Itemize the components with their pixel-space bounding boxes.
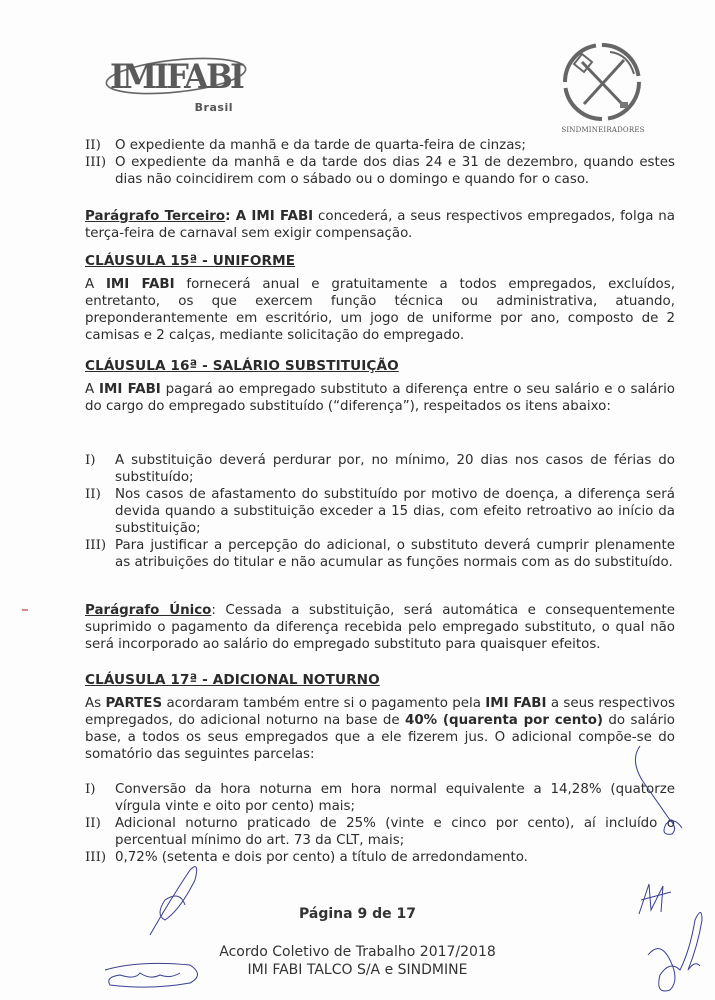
clause-text: a seus respectivos empregados, do adicional noturno na base de	[85, 696, 676, 728]
list-item	[85, 537, 675, 571]
rate-value: 40% (quarenta por cento)	[405, 713, 604, 728]
item-number: II)	[85, 816, 101, 831]
company-name: IMI FABI	[251, 209, 314, 224]
item-text: Nos casos de afastamento do substituído por motivo de doença, a diferença será devida quando a substituição exceder a 15 dias, com efeito retroativo ao início da substituição;	[115, 487, 675, 536]
clause-15-heading: CLÁUSULA 15ª - UNIFORME	[85, 253, 296, 269]
item-number: I)	[85, 453, 96, 468]
list-item	[85, 486, 675, 537]
paragrafo-terceiro	[85, 208, 675, 242]
paragraph-label: Parágrafo Único	[85, 603, 212, 618]
paragraph-text: concederá, a seus respectivos empregados, folga na terça-feira de carnaval sem exigir compensação.	[85, 209, 675, 241]
sindmineiradores-logo	[560, 40, 644, 140]
page-number: Página 9 de 17	[299, 906, 416, 922]
item-text: Para justificar a percepção do adicional, o substituto deverá cumprir plenamente as atribuições do titular e não acumular as funções normais com as do substituído.	[115, 538, 675, 570]
clause-text: As	[85, 696, 106, 711]
clause-text: pagará ao empregado substituto a diferença entre o seu salário e o salário do cargo do empregado substituído (“diferença”), respeitados os itens abaixo:	[85, 382, 675, 414]
clause-16-body	[85, 381, 675, 415]
item-text: Adicional noturno praticado de 25% (vinte e cinco por cento), aí incluído o percentual mínimo do art. 73 da CLT, mais;	[115, 816, 675, 848]
list-item	[85, 781, 675, 815]
clause-text: A	[85, 277, 106, 292]
clause-17-body	[85, 695, 675, 763]
item-number: II)	[85, 138, 101, 153]
signature-left-bottom	[100, 955, 210, 995]
company-name: IMI FABI	[99, 382, 161, 397]
clause-17-heading: CLÁUSULA 17ª - ADICIONAL NOTURNO	[85, 672, 380, 688]
signature-left-top	[140, 860, 220, 940]
paragrafo-unico	[85, 602, 675, 653]
item-number: III)	[85, 155, 107, 170]
company-name: IMI FABI	[485, 696, 547, 711]
logo-subtitle: Brasil	[194, 101, 233, 114]
clause-16-heading: CLÁUSULA 16ª - SALÁRIO SUBSTITUIÇÃO	[85, 358, 399, 374]
list-item	[85, 815, 675, 849]
label-colon: : A	[225, 209, 252, 224]
footer-agreement: Acordo Coletivo de Trabalho 2017/2018	[219, 944, 496, 960]
clause-text: fornecerá anual e gratuitamente a todos empregados, excluídos, entretanto, os que exercem função técnica ou administrativa, atuando, preponderantemente em escritório, um jogo de uniforme por ano, composto de 2 camisas e 2 calças, mediante solicitação do empregado.	[85, 277, 675, 343]
item-text: A substituição deverá perdurar por, no mínimo, 20 dias nos casos de férias do substituído;	[115, 453, 675, 485]
margin-mark	[22, 609, 28, 611]
clause-15-body	[85, 276, 675, 344]
svg-text:IMIFABI: IMIFABI	[110, 57, 244, 97]
list-item	[85, 137, 675, 154]
clause-text: do salário base, a todos os seus empregados que a ele fizerem jus. O adicional compõe-se do somatório das seguintes parcelas:	[85, 713, 676, 762]
item-number: III)	[85, 850, 107, 865]
footer-parties: IMI FABI TALCO S/A e SINDMINE	[247, 962, 468, 978]
item-number: I)	[85, 782, 96, 797]
item-number: II)	[85, 487, 101, 502]
paragraph-label: Parágrafo Terceiro	[85, 209, 226, 224]
clause-text: acordaram também entre si o pagamento pela	[162, 696, 486, 711]
item-text: O expediente da manhã e da tarde dos dias 24 e 31 de dezembro, quando estes dias não coincidirem com o sábado ou o domingo e quando for o caso.	[115, 155, 675, 187]
list-item	[85, 154, 675, 188]
right-logo-label: SINDMINEIRADORES	[561, 126, 645, 134]
clause-text: A	[85, 382, 100, 397]
parties-label: PARTES	[105, 696, 163, 711]
item-text: Conversão da hora noturna em hora normal equivalente a 14,28% (quatorze vírgula vinte e oito por cento) mais;	[115, 782, 675, 814]
paragraph-text: : Cessada a substituição, será automática e consequentemente suprimido o pagamento da diferença recebida pelo empregado substituto, o qual não será incorporado ao salário do empregado substituto para quaisquer efeitos.	[85, 603, 675, 652]
signature-right-bottom	[640, 900, 715, 1000]
company-name: IMI FABI	[105, 277, 175, 292]
list-item	[85, 452, 675, 486]
item-text: O expediente da manhã e da tarde de quarta-feira de cinzas;	[115, 138, 526, 153]
item-text: 0,72% (setenta e dois por cento) a título de arredondamento.	[115, 850, 528, 865]
signature-right-top	[630, 740, 690, 840]
item-number: III)	[85, 538, 107, 553]
